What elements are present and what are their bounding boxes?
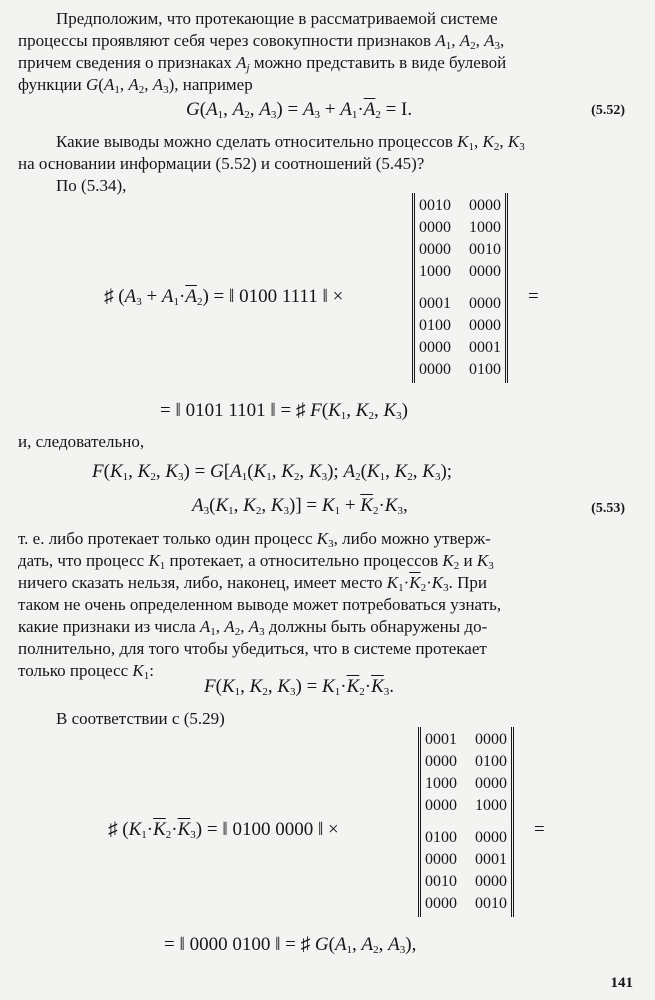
paragraph-accordance <box>18 708 630 730</box>
matrix-cell: 0000 <box>475 873 507 890</box>
matrix-cell: 0000 <box>475 775 507 792</box>
matrix-row <box>419 315 501 337</box>
text-line: дать, что процесс $K_1$ протекает, а относительно процессов $K_2$ и $K_3$ <box>18 551 494 572</box>
equation-number: (5.53) <box>591 501 625 516</box>
text-line: процессы проявляют себя через совокупности признаков $A_1$, $A_2$, $A_3$, <box>18 31 505 52</box>
text-line: полнительно, для того чтобы убедиться, что в системе протекает <box>18 639 487 658</box>
matrix-cell: 0000 <box>419 361 451 378</box>
equation-5-53-line-1: $F(K_1$, $K_2$, $K_3) = G[A_1(K_1$, $K_2$, $K_3$); $A_2(K_1$, $K_2$, $K_3$); <box>92 461 453 483</box>
equation-number: (5.52) <box>591 103 625 118</box>
text-line: на основании информации (5.52) и соотношений (5.45)? <box>18 154 425 173</box>
equation-5-52: $G(A_1$, $A_2$, $A_3) = A_3 + A_1\cdot\overline{A}_2 = I$. <box>186 99 413 121</box>
matrix-cell: 0001 <box>475 851 507 868</box>
text-line: ничего сказать нельзя, либо, наконец, имеет место $K_1\cdot\overline{K}_2\cdot K_3$. При <box>18 573 487 594</box>
text-line: функции $G(A_1$, $A_2$, $A_3$), например <box>18 75 253 96</box>
matrix-cell: 0100 <box>419 317 451 334</box>
matrix-cell: 1000 <box>419 263 451 280</box>
matrix-cell: 0000 <box>469 263 501 280</box>
text-line: Какие выводы можно сделать относительно процессов $K_1$, $K_2$, $K_3$ <box>56 132 525 153</box>
matrix-cell: 0010 <box>425 873 457 890</box>
matrix-cell: 0010 <box>475 895 507 912</box>
text-line: По (5.34), <box>56 176 127 195</box>
matrix-row <box>425 751 507 773</box>
text-line: т. е. либо протекает только один процесс $K_3$, либо можно утверж- <box>18 529 491 550</box>
matrix-cell: 0001 <box>419 295 451 312</box>
matrix-row <box>419 293 501 315</box>
matrix-cell: 0000 <box>425 753 457 770</box>
paragraph-conclusion <box>18 528 630 682</box>
equation-matrix-2-lhs: ♯ $(K_1\cdot\overline{K}_2\cdot\overline{K}_3)$ = ‖ 0100 0000 ‖ × <box>108 819 339 841</box>
paragraph-intro <box>18 8 630 96</box>
matrix-row <box>425 893 507 915</box>
equation-5-53-line-2: $A_3(K_1$, $K_2$, $K_3)] = K_1 + \overline{K}_2\cdot K_3$, <box>192 495 408 517</box>
text-line: причем сведения о признаках $A_j$ можно представить в виде булевой <box>18 53 507 74</box>
paragraph-consequently <box>18 431 630 453</box>
matrix-row <box>419 217 501 239</box>
equation-matrix-2-result: = ‖ 0000 0100 ‖ = ♯ $G(A_1$, $A_2$, $A_3$), <box>164 934 417 956</box>
matrix-cell: 0000 <box>469 295 501 312</box>
paragraph-question <box>18 131 630 197</box>
matrix-block-gap <box>419 283 501 293</box>
matrix-cell: 0000 <box>469 317 501 334</box>
matrix-row <box>425 795 507 817</box>
page-number: 141 <box>610 975 633 991</box>
matrix-cell: 0001 <box>469 339 501 356</box>
matrix-row <box>419 195 501 217</box>
matrix-cell: 0100 <box>469 361 501 378</box>
matrix-block-gap <box>425 817 507 827</box>
matrix-cell: 0000 <box>419 241 451 258</box>
matrix-row <box>425 729 507 751</box>
matrix-cell: 1000 <box>475 797 507 814</box>
matrix-row <box>425 773 507 795</box>
text-line: Предположим, что протекающие в рассматриваемой системе <box>56 9 498 28</box>
matrix-row <box>425 827 507 849</box>
matrix-cell: 0000 <box>475 731 507 748</box>
matrix-cell: 0100 <box>475 753 507 770</box>
equals-sign: = <box>534 819 545 840</box>
matrix-row <box>425 871 507 893</box>
matrix-row <box>419 239 501 261</box>
matrix-row <box>419 261 501 283</box>
text-line: и, следовательно, <box>18 432 145 451</box>
matrix-cell: 0001 <box>425 731 457 748</box>
matrix-cell: 1000 <box>469 219 501 236</box>
matrix-cell: 0010 <box>419 197 451 214</box>
matrix-row <box>419 359 501 381</box>
text-line: таком не очень определенном выводе может потребоваться узнать, <box>18 595 502 614</box>
matrix-cell: 0000 <box>475 829 507 846</box>
matrix-row <box>425 849 507 871</box>
text-line: В соответствии с (5.29) <box>56 709 225 728</box>
matrix-cell: 0100 <box>425 829 457 846</box>
matrix-1 <box>412 193 508 383</box>
equation-f-target: $F(K_1$, $K_2$, $K_3) = K_1\cdot\overline{K}_2\cdot\overline{K}_3$. <box>204 676 395 698</box>
matrix-cell: 0000 <box>425 851 457 868</box>
matrix-cell: 0000 <box>425 895 457 912</box>
equation-matrix-1-lhs: ♯ $(A_3 + A_1\cdot\overline{A}_2)$ = ‖ 0100 1111 ‖ × <box>104 286 344 308</box>
matrix-cell: 0010 <box>469 241 501 258</box>
text-line: только процесс $K_1$: <box>18 661 154 682</box>
matrix-cell: 0000 <box>419 339 451 356</box>
text-line: какие признаки из числа $A_1$, $A_2$, $A_3$ должны быть обнаружены до- <box>18 617 488 638</box>
matrix-cell: 0000 <box>419 219 451 236</box>
matrix-2 <box>418 727 514 917</box>
equation-matrix-1-result: = ‖ 0101 1101 ‖ = ♯ $F(K_1$, $K_2$, $K_3$) <box>160 400 408 422</box>
matrix-row <box>419 337 501 359</box>
equals-sign: = <box>528 286 539 307</box>
matrix-cell: 1000 <box>425 775 457 792</box>
matrix-cell: 0000 <box>425 797 457 814</box>
matrix-cell: 0000 <box>469 197 501 214</box>
